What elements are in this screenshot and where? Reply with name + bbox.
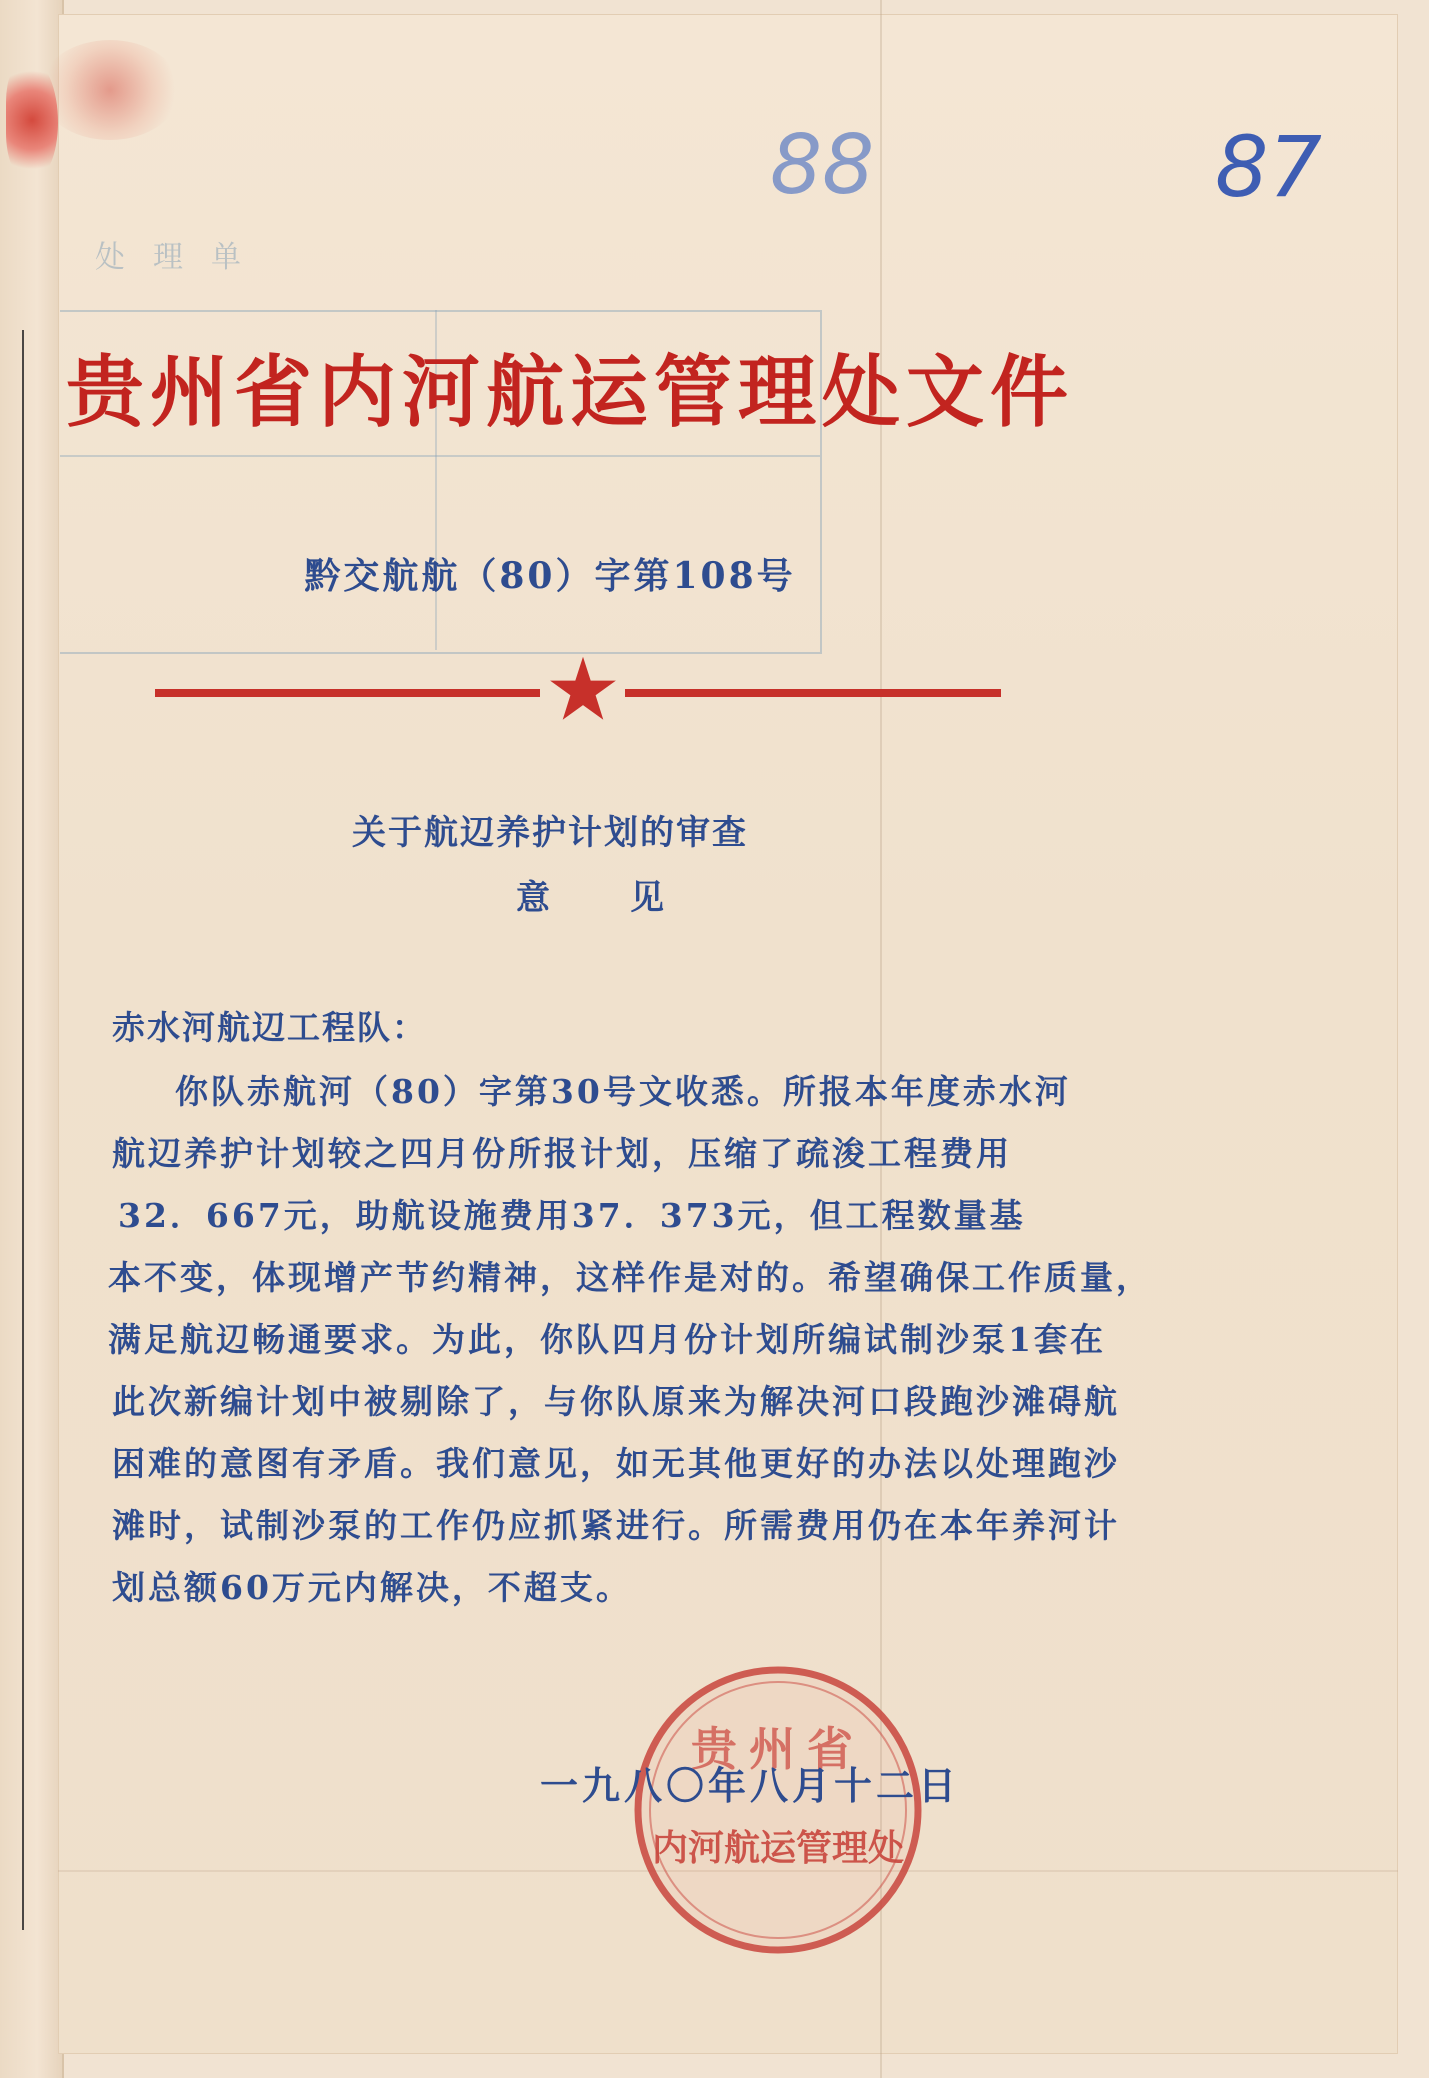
faded-form-rule — [60, 455, 820, 457]
body-line: 32．667元，助航设施费用37．373元，但工程数量基 — [118, 1196, 1026, 1235]
svg-text:内河航运管理处: 内河航运管理处 — [651, 1827, 905, 1869]
red-ink-stain-spread — [40, 40, 180, 140]
salutation: 赤水河航辺工程队： — [112, 1008, 427, 1047]
red-star-icon — [548, 654, 618, 724]
underlying-sheet-edge — [0, 0, 64, 2078]
svg-text:贵州省: 贵州省 — [691, 1722, 865, 1776]
document-date: 一九八〇年八月十二日 — [540, 1763, 961, 1808]
body-line: 此次新编计划中被剔除了，与你队原来为解决河口段跑沙滩碍航 — [112, 1382, 1120, 1421]
body-line: 划总额60万元内解决，不超支。 — [112, 1568, 632, 1607]
body-line: 本不变，体现增产节约精神，这样作是对的。希望确保工作质量， — [108, 1258, 1152, 1297]
body-line: 你队赤航河（80）字第30号文收悉。所报本年度赤水河 — [175, 1072, 1071, 1111]
red-divider-right — [625, 689, 1001, 697]
official-seal — [628, 1660, 928, 1960]
letterhead-title: 贵州省内河航运管理处文件 — [66, 347, 1075, 438]
faded-form-header: 处理单 — [95, 240, 269, 275]
document-title-line1: 关于航辺养护计划的审查 — [352, 813, 748, 853]
document-title-line2: 意见 — [516, 878, 744, 918]
document-number: 黔交航航（80）字第108号 — [304, 555, 796, 597]
red-divider-left — [155, 689, 540, 697]
body-line: 航辺养护计划较之四月份所报计划，压缩了疏浚工程费用 — [112, 1134, 1012, 1173]
handwritten-number: 87 — [1215, 118, 1322, 216]
body-line: 困难的意图有矛盾。我们意见，如无其他更好的办法以处理跑沙 — [112, 1444, 1120, 1483]
body-line: 满足航辺畅通要求。为此，你队四月份计划所编试制沙泵1套在 — [108, 1320, 1106, 1359]
body-line: 滩时，试制沙泵的工作仍应抓紧进行。所需费用仍在本年养河计 — [112, 1506, 1120, 1545]
handwritten-number-faded: 88 — [770, 118, 875, 213]
